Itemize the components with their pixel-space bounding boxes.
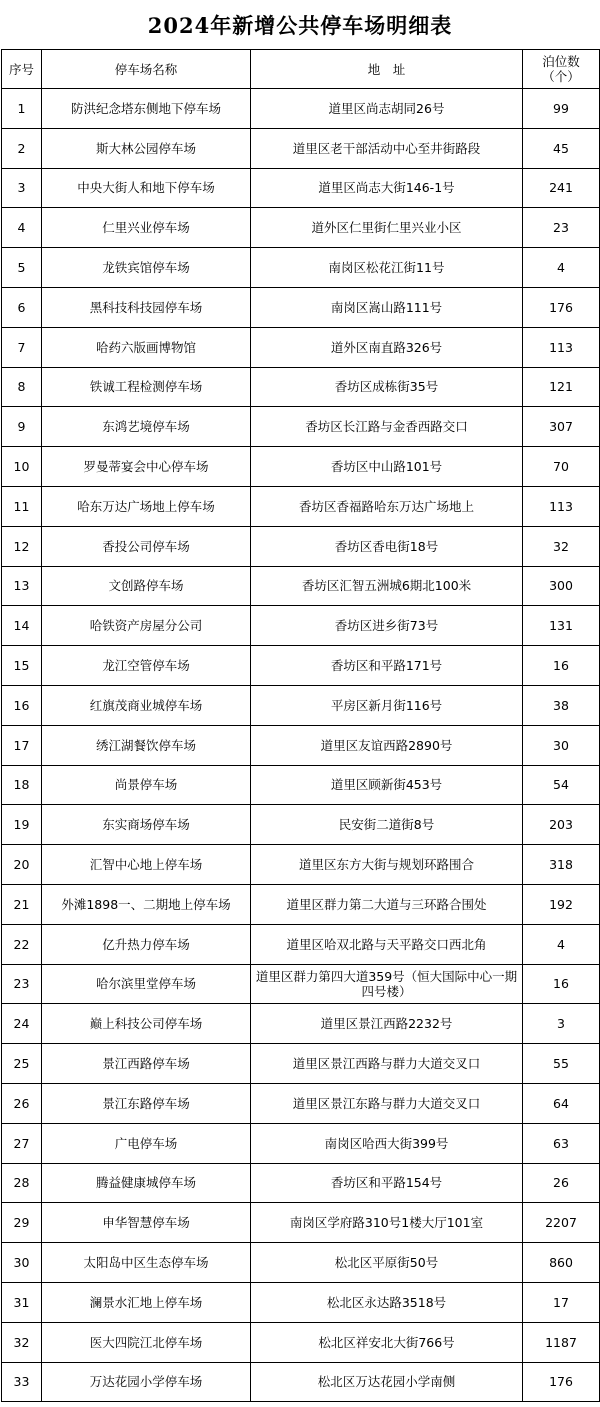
cell-count: 99	[523, 89, 600, 129]
cell-no: 23	[2, 964, 42, 1004]
cell-name: 景江东路停车场	[42, 1083, 251, 1123]
cell-count: 300	[523, 566, 600, 606]
cell-no: 22	[2, 924, 42, 964]
table-row	[2, 606, 600, 646]
cell-name: 医大四院江北停车场	[42, 1322, 251, 1362]
cell-address: 南岗区松花江街11号	[251, 248, 523, 288]
cell-name: 广电停车场	[42, 1123, 251, 1163]
cell-count: 3	[523, 1004, 600, 1044]
cell-address: 香坊区香福路哈东万达广场地上	[251, 486, 523, 526]
table-row	[2, 1123, 600, 1163]
table-row	[2, 1044, 600, 1084]
cell-count: 32	[523, 526, 600, 566]
table-row	[2, 367, 600, 407]
table-row	[2, 725, 600, 765]
table-row	[2, 964, 600, 1004]
cell-name: 哈铁资产房屋分公司	[42, 606, 251, 646]
cell-address: 道里区景江西路与群力大道交叉口	[251, 1044, 523, 1084]
cell-address: 香坊区和平路154号	[251, 1163, 523, 1203]
cell-no: 20	[2, 845, 42, 885]
cell-address: 南岗区哈西大街399号	[251, 1123, 523, 1163]
cell-name: 亿升热力停车场	[42, 924, 251, 964]
cell-address: 香坊区中山路101号	[251, 447, 523, 487]
cell-no: 12	[2, 526, 42, 566]
cell-address: 道里区哈双北路与天平路交口西北角	[251, 924, 523, 964]
table-row	[2, 248, 600, 288]
cell-no: 31	[2, 1282, 42, 1322]
table-row	[2, 1203, 600, 1243]
cell-address: 道里区东方大街与规划环路围合	[251, 845, 523, 885]
cell-no: 18	[2, 765, 42, 805]
cell-address: 道里区景江东路与群力大道交叉口	[251, 1083, 523, 1123]
title-bar	[0, 0, 600, 49]
cell-no: 15	[2, 646, 42, 686]
cell-no: 4	[2, 208, 42, 248]
cell-no: 19	[2, 805, 42, 845]
cell-name: 东实商场停车场	[42, 805, 251, 845]
cell-name: 铁诚工程检测停车场	[42, 367, 251, 407]
cell-address: 香坊区和平路171号	[251, 646, 523, 686]
cell-name: 东鸿艺境停车场	[42, 407, 251, 447]
cell-name: 中央大街人和地下停车场	[42, 168, 251, 208]
cell-no: 7	[2, 327, 42, 367]
cell-name: 龙江空管停车场	[42, 646, 251, 686]
table-row	[2, 1243, 600, 1283]
table-row	[2, 1083, 600, 1123]
cell-name: 景江西路停车场	[42, 1044, 251, 1084]
parking-table	[1, 49, 600, 1402]
cell-count: 318	[523, 845, 600, 885]
table-row	[2, 1163, 600, 1203]
cell-address: 道外区仁里街仁里兴业小区	[251, 208, 523, 248]
cell-no: 2	[2, 128, 42, 168]
cell-no: 5	[2, 248, 42, 288]
table-row	[2, 1322, 600, 1362]
cell-count: 113	[523, 486, 600, 526]
cell-no: 27	[2, 1123, 42, 1163]
cell-no: 26	[2, 1083, 42, 1123]
table-row	[2, 1004, 600, 1044]
cell-address: 香坊区汇智五洲城6期北100米	[251, 566, 523, 606]
cell-no: 8	[2, 367, 42, 407]
cell-count: 55	[523, 1044, 600, 1084]
cell-count: 121	[523, 367, 600, 407]
cell-count: 241	[523, 168, 600, 208]
cell-count: 176	[523, 287, 600, 327]
cell-address: 南岗区学府路310号1楼大厅101室	[251, 1203, 523, 1243]
cell-address: 松北区永达路3518号	[251, 1282, 523, 1322]
cell-name: 哈药六版画博物馆	[42, 327, 251, 367]
cell-no: 9	[2, 407, 42, 447]
cell-address: 道里区群力第四大道359号（恒大国际中心一期四号楼）	[251, 964, 523, 1004]
cell-name: 红旗茂商业城停车场	[42, 685, 251, 725]
cell-no: 32	[2, 1322, 42, 1362]
cell-count: 54	[523, 765, 600, 805]
cell-count: 4	[523, 924, 600, 964]
cell-no: 33	[2, 1362, 42, 1402]
cell-count: 17	[523, 1282, 600, 1322]
cell-count: 1187	[523, 1322, 600, 1362]
cell-address: 平房区新月街116号	[251, 685, 523, 725]
table-row	[2, 805, 600, 845]
cell-count: 16	[523, 646, 600, 686]
header-count-line1: 泊位数	[542, 54, 580, 69]
cell-address: 道外区南直路326号	[251, 327, 523, 367]
cell-name: 龙铁宾馆停车场	[42, 248, 251, 288]
cell-address: 南岗区嵩山路111号	[251, 287, 523, 327]
cell-no: 30	[2, 1243, 42, 1283]
cell-no: 6	[2, 287, 42, 327]
table-row	[2, 646, 600, 686]
cell-count: 26	[523, 1163, 600, 1203]
cell-name: 汇智中心地上停车场	[42, 845, 251, 885]
cell-count: 70	[523, 447, 600, 487]
cell-name: 斯大林公园停车场	[42, 128, 251, 168]
cell-no: 29	[2, 1203, 42, 1243]
cell-address: 香坊区香电街18号	[251, 526, 523, 566]
cell-no: 25	[2, 1044, 42, 1084]
cell-address: 香坊区长江路与金香西路交口	[251, 407, 523, 447]
cell-count: 45	[523, 128, 600, 168]
cell-name: 外滩1898一、二期地上停车场	[42, 884, 251, 924]
header-count-line2: （个）	[542, 69, 580, 84]
cell-count: 64	[523, 1083, 600, 1123]
cell-count: 2207	[523, 1203, 600, 1243]
cell-name: 绣江湖餐饮停车场	[42, 725, 251, 765]
cell-count: 203	[523, 805, 600, 845]
cell-address: 道里区友谊西路2890号	[251, 725, 523, 765]
cell-address: 松北区平原街50号	[251, 1243, 523, 1283]
cell-no: 17	[2, 725, 42, 765]
cell-name: 仁里兴业停车场	[42, 208, 251, 248]
cell-count: 16	[523, 964, 600, 1004]
table-row	[2, 208, 600, 248]
cell-count: 4	[523, 248, 600, 288]
table-row	[2, 884, 600, 924]
cell-address: 道里区尚志大街146-1号	[251, 168, 523, 208]
cell-name: 黑科技科技园停车场	[42, 287, 251, 327]
header-name: 停车场名称	[42, 50, 251, 89]
cell-name: 香投公司停车场	[42, 526, 251, 566]
cell-no: 24	[2, 1004, 42, 1044]
cell-address: 民安街二道街8号	[251, 805, 523, 845]
cell-count: 63	[523, 1123, 600, 1163]
cell-name: 腾益健康城停车场	[42, 1163, 251, 1203]
cell-no: 16	[2, 685, 42, 725]
cell-count: 38	[523, 685, 600, 725]
header-row	[2, 50, 600, 89]
cell-name: 文创路停车场	[42, 566, 251, 606]
cell-address: 香坊区成栋街35号	[251, 367, 523, 407]
cell-address: 道里区老干部活动中心至井街路段	[251, 128, 523, 168]
cell-address: 道里区景江西路2232号	[251, 1004, 523, 1044]
cell-count: 131	[523, 606, 600, 646]
cell-no: 21	[2, 884, 42, 924]
cell-count: 113	[523, 327, 600, 367]
header-no: 序号	[2, 50, 42, 89]
cell-address: 香坊区进乡街73号	[251, 606, 523, 646]
page-title: 2024年新增公共停车场明细表	[147, 12, 453, 38]
cell-no: 28	[2, 1163, 42, 1203]
table-row	[2, 327, 600, 367]
table-row	[2, 526, 600, 566]
cell-name: 尚景停车场	[42, 765, 251, 805]
cell-name: 太阳岛中区生态停车场	[42, 1243, 251, 1283]
cell-name: 万达花园小学停车场	[42, 1362, 251, 1402]
cell-address: 道里区群力第二大道与三环路合围处	[251, 884, 523, 924]
table-row	[2, 407, 600, 447]
table-row	[2, 128, 600, 168]
cell-count: 860	[523, 1243, 600, 1283]
table-row	[2, 685, 600, 725]
cell-no: 13	[2, 566, 42, 606]
table-row	[2, 287, 600, 327]
cell-name: 澜景水汇地上停车场	[42, 1282, 251, 1322]
table-row	[2, 486, 600, 526]
table-row	[2, 89, 600, 129]
cell-count: 30	[523, 725, 600, 765]
cell-name: 巅上科技公司停车场	[42, 1004, 251, 1044]
table-row	[2, 845, 600, 885]
cell-no: 11	[2, 486, 42, 526]
cell-name: 哈东万达广场地上停车场	[42, 486, 251, 526]
table-row	[2, 924, 600, 964]
cell-address: 道里区顾新街453号	[251, 765, 523, 805]
table-row	[2, 168, 600, 208]
cell-count: 176	[523, 1362, 600, 1402]
cell-address: 道里区尚志胡同26号	[251, 89, 523, 129]
cell-count: 23	[523, 208, 600, 248]
cell-name: 哈尔滨里堂停车场	[42, 964, 251, 1004]
cell-count: 307	[523, 407, 600, 447]
cell-name: 防洪纪念塔东侧地下停车场	[42, 89, 251, 129]
cell-no: 14	[2, 606, 42, 646]
header-address: 地 址	[251, 50, 523, 89]
cell-count: 192	[523, 884, 600, 924]
header-count	[523, 50, 600, 89]
table-row	[2, 1362, 600, 1402]
table-row	[2, 1282, 600, 1322]
table-row	[2, 566, 600, 606]
cell-address: 松北区万达花园小学南侧	[251, 1362, 523, 1402]
table-row	[2, 765, 600, 805]
cell-name: 罗曼蒂宴会中心停车场	[42, 447, 251, 487]
cell-name: 申华智慧停车场	[42, 1203, 251, 1243]
cell-no: 3	[2, 168, 42, 208]
cell-address: 松北区祥安北大街766号	[251, 1322, 523, 1362]
cell-no: 10	[2, 447, 42, 487]
cell-no: 1	[2, 89, 42, 129]
table-body	[2, 89, 600, 1402]
table-row	[2, 447, 600, 487]
